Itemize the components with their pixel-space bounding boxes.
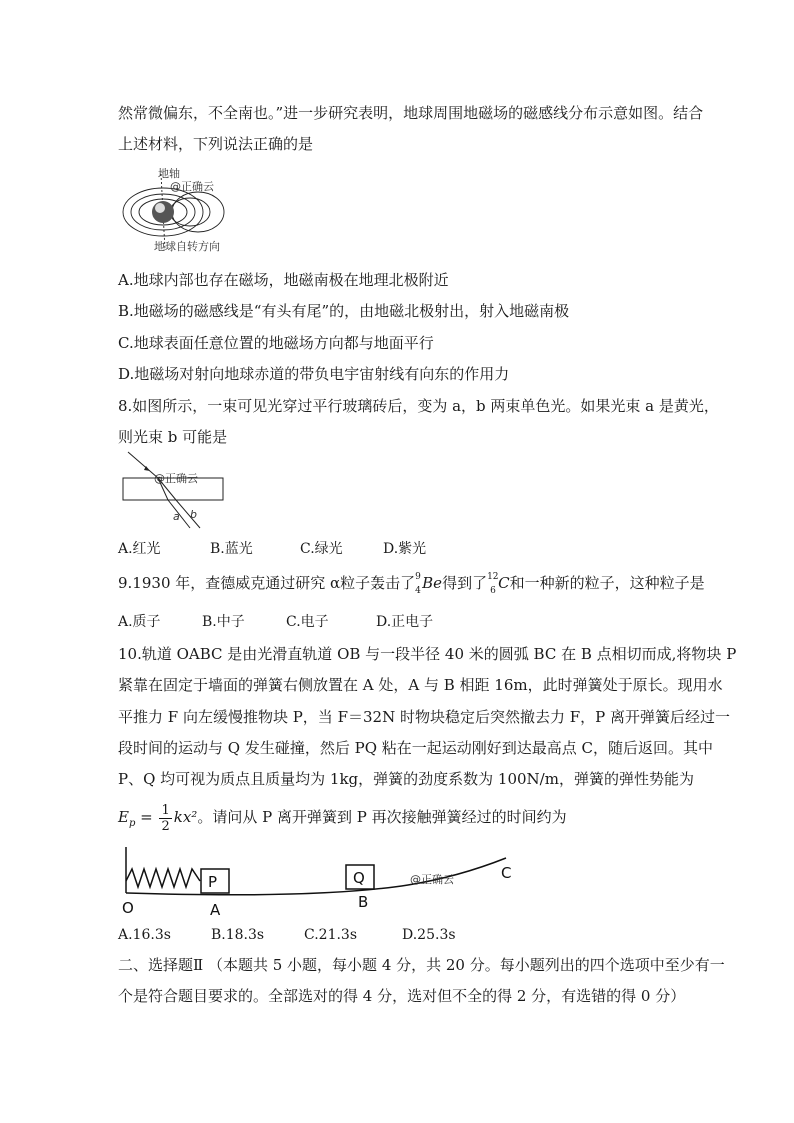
- q9-option-b: B.中子: [202, 614, 245, 630]
- q8-option-d: D.紫光: [383, 541, 427, 557]
- formula-lhs: E: [118, 808, 129, 826]
- beam-b-label: b: [190, 508, 197, 521]
- q10-line-1: 10.轨道 OABC 是由光滑直轨道 OB 与一段半径 40 米的圆弧 BC 在 B 点相切而成,将物块 P: [118, 645, 737, 663]
- track-figure: [118, 843, 518, 918]
- q10-option-a: A.16.3s: [118, 927, 171, 943]
- q9-option-d: D.正电子: [376, 614, 434, 630]
- beryllium-isotope: 9 4 Be: [415, 572, 443, 596]
- q10-question: 。请问从 P 离开弹簧到 P 再次接触弹簧经过的时间约为: [197, 808, 567, 826]
- geomagnetic-field-figure: [118, 168, 248, 256]
- q9-mid: 得到了: [442, 574, 488, 592]
- q10-option-d: D.25.3s: [402, 927, 456, 943]
- beam-a-label: a: [173, 510, 180, 523]
- q9-stem: [118, 572, 705, 596]
- q8-option-c: C.绿光: [300, 541, 343, 557]
- q7-option-c: C.地球表面任意位置的地磁场方向都与地面平行: [118, 334, 434, 352]
- point-b-label: B: [358, 893, 369, 911]
- point-a-label: A: [210, 901, 221, 918]
- block-p-label: P: [208, 873, 218, 891]
- q7-option-b: B.地磁场的磁感线是“有头有尾”的，由地磁北极射出，射入地磁南极: [118, 302, 570, 320]
- spring: [126, 869, 200, 887]
- carbon-isotope: 12 6 C: [487, 572, 510, 596]
- q9-option-a: A.质子: [118, 614, 161, 630]
- watermark: @正确云: [154, 472, 198, 485]
- q8-line-1: 8.如图所示，一束可见光穿过平行玻璃砖后，变为 a，b 两束单色光。如果光束 a 是黄光，: [118, 397, 719, 415]
- rotation-direction-label: 地球自转方向: [154, 240, 220, 253]
- q7-option-d: D.地磁场对射向地球赤道的带负电宇宙射线有向东的作用力: [118, 365, 510, 383]
- formula-fraction: $\frac{1}{2}$: [161, 802, 170, 834]
- watermark: @正确云: [410, 873, 454, 886]
- watermark: @正确云: [170, 180, 214, 193]
- q8-option-a: A.红光: [118, 541, 161, 557]
- formula-rhs: kx²: [173, 808, 198, 826]
- q7-option-a: A.地球内部也存在磁场，地磁南极在地理北极附近: [118, 271, 449, 289]
- intro-line-2: 上述材料，下列说法正确的是: [118, 135, 314, 153]
- q10-line-3: 平推力 F 向左缓慢推物块 P，当 F＝32N 时物块稳定后突然撤去力 F，P 离开弹簧后经过一: [118, 708, 731, 726]
- q10-line-4: 段时间的运动与 Q 发生碰撞，然后 PQ 粘在一起运动刚好到达最高点 C，随后返回。其中: [118, 739, 714, 757]
- point-c-label: C: [501, 864, 512, 882]
- section2-line-1: 二、选择题Ⅱ （本题共 5 小题，每小题 4 分，共 20 分。每小题列出的四个选项中至少有一: [118, 956, 725, 974]
- q8-option-b: B.蓝光: [210, 541, 253, 557]
- section2-line-2: 个是符合题目要求的。全部选对的得 4 分，选对但不全的得 2 分，有选错的得 0 分）: [118, 987, 686, 1005]
- point-o-label: O: [122, 899, 134, 917]
- q10-line-2: 紧靠在固定于墙面的弹簧右侧放置在 A 处，A 与 B 相距 16m，此时弹簧处于原长。现用水: [118, 676, 723, 694]
- q9-pre: 9.1930 年，查德威克通过研究 α粒子轰击了: [118, 574, 416, 592]
- earth-axis-label: 地轴: [158, 168, 180, 180]
- q9-post: 和一种新的粒子，这种粒子是: [509, 574, 705, 592]
- q10-option-c: C.21.3s: [304, 927, 358, 943]
- q8-line-2: 则光束 b 可能是: [118, 428, 228, 446]
- intro-line-1: 然常微偏东，不全南也。”进一步研究表明，地球周围地磁场的磁感线分布示意如图。结合: [118, 104, 704, 122]
- block-q-label: Q: [353, 869, 365, 887]
- q9-option-c: C.电子: [286, 614, 329, 630]
- q10-line-5: P、Q 均可视为质点且质量均为 1kg，弹簧的劲度系数为 100N/m，弹簧的弹性势能为: [118, 770, 694, 788]
- q10-formula-line: $E_p$ = $\frac{1}{2}$ kx²。请问从 P 离开弹簧到 P 再次接触弹簧经过的时间约为: [118, 802, 567, 834]
- glass-brick-figure: [118, 450, 228, 530]
- q10-option-b: B.18.3s: [211, 927, 265, 943]
